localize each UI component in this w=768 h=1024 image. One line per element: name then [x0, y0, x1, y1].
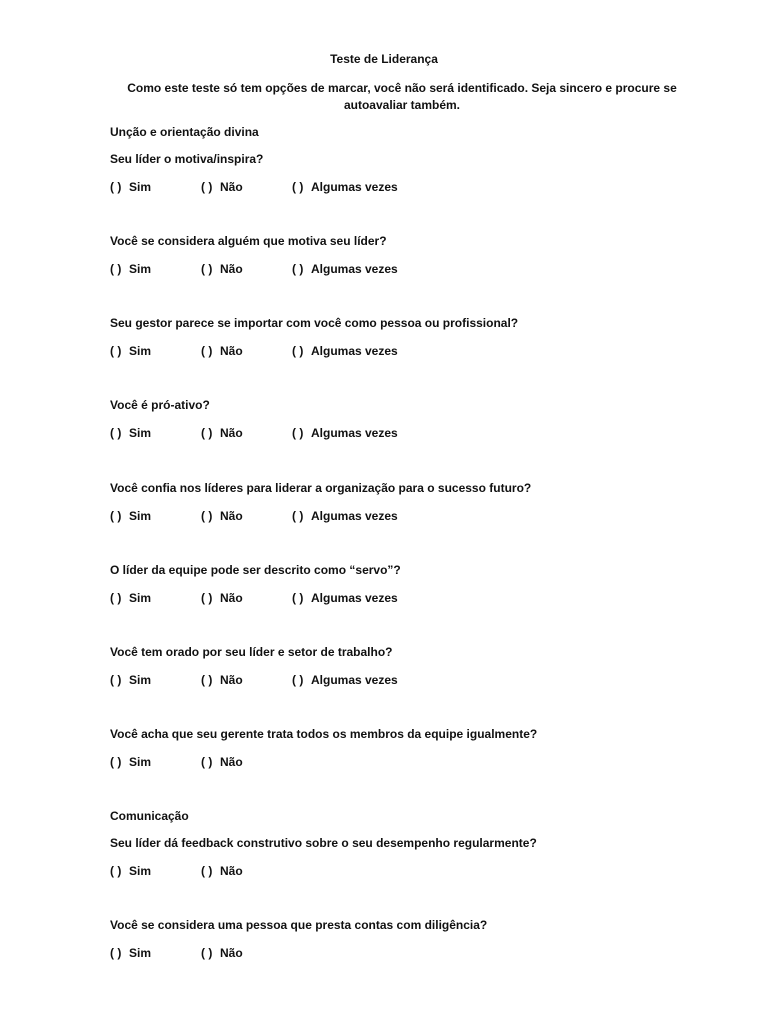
option-sim[interactable] [110, 864, 151, 878]
option-label: Sim [129, 180, 152, 194]
option-label: Sim [129, 262, 152, 276]
checkbox[interactable]: ( ) [110, 180, 122, 194]
checkbox[interactable]: ( ) [110, 591, 122, 605]
checkbox[interactable]: ( ) [110, 262, 122, 276]
option-nao[interactable] [201, 864, 243, 878]
option-nao[interactable] [201, 946, 243, 960]
checkbox[interactable]: ( ) [292, 509, 304, 523]
checkbox[interactable]: ( ) [110, 426, 122, 440]
checkbox[interactable]: ( ) [201, 426, 213, 440]
option-algumas-vezes[interactable] [292, 591, 398, 605]
document-title: Teste de Liderança [330, 52, 438, 66]
option-sim[interactable] [110, 509, 151, 523]
checkbox[interactable]: ( ) [292, 426, 304, 440]
option-label: Não [220, 946, 243, 960]
question-text: Você se considera alguém que motiva seu líder? [110, 234, 387, 248]
option-nao[interactable] [201, 426, 243, 440]
checkbox[interactable]: ( ) [292, 673, 304, 687]
option-label: Não [220, 426, 243, 440]
checkbox[interactable]: ( ) [292, 591, 304, 605]
option-sim[interactable] [110, 673, 151, 687]
checkbox[interactable]: ( ) [110, 344, 122, 358]
question-text: Seu líder dá feedback construtivo sobre o seu desempenho regularmente? [110, 836, 537, 850]
question-text: Você é pró-ativo? [110, 398, 210, 412]
option-label: Sim [129, 755, 152, 769]
option-nao[interactable] [201, 180, 243, 194]
checkbox[interactable]: ( ) [110, 509, 122, 523]
option-sim[interactable] [110, 180, 151, 194]
answer-options [110, 509, 710, 525]
answer-options [110, 262, 710, 278]
checkbox[interactable]: ( ) [201, 344, 213, 358]
section-heading: Unção e orientação divina [110, 125, 259, 139]
option-nao[interactable] [201, 344, 243, 358]
question-text: Você se considera uma pessoa que presta contas com diligência? [110, 918, 488, 932]
option-algumas-vezes[interactable] [292, 344, 398, 358]
checkbox[interactable]: ( ) [201, 755, 213, 769]
answer-options [110, 344, 710, 360]
checkbox[interactable]: ( ) [110, 864, 122, 878]
option-label: Não [220, 180, 243, 194]
checkbox[interactable]: ( ) [201, 591, 213, 605]
option-algumas-vezes[interactable] [292, 673, 398, 687]
option-algumas-vezes[interactable] [292, 426, 398, 440]
option-label: Algumas vezes [311, 180, 398, 194]
question-text: Seu gestor parece se importar com você como pessoa ou profissional? [110, 316, 519, 330]
checkbox[interactable]: ( ) [201, 673, 213, 687]
option-nao[interactable] [201, 262, 243, 276]
option-sim[interactable] [110, 344, 151, 358]
option-label: Algumas vezes [311, 673, 398, 687]
option-label: Não [220, 864, 243, 878]
checkbox[interactable]: ( ) [292, 180, 304, 194]
checkbox[interactable]: ( ) [292, 262, 304, 276]
option-label: Sim [129, 673, 152, 687]
option-sim[interactable] [110, 755, 151, 769]
option-label: Algumas vezes [311, 591, 398, 605]
answer-options [110, 755, 710, 771]
option-algumas-vezes[interactable] [292, 509, 398, 523]
document-intro: Como este teste só tem opções de marcar, você não será identificado. Seja sincero e procure se autoavaliar também. [127, 81, 677, 112]
checkbox[interactable]: ( ) [201, 180, 213, 194]
option-label: Não [220, 509, 243, 523]
option-label: Algumas vezes [311, 344, 398, 358]
option-sim[interactable] [110, 946, 151, 960]
answer-options [110, 591, 710, 607]
option-label: Sim [129, 426, 152, 440]
option-nao[interactable] [201, 509, 243, 523]
option-label: Não [220, 591, 243, 605]
option-algumas-vezes[interactable] [292, 180, 398, 194]
option-label: Algumas vezes [311, 426, 398, 440]
checkbox[interactable]: ( ) [201, 946, 213, 960]
option-nao[interactable] [201, 755, 243, 769]
answer-options [110, 673, 710, 689]
answer-options [110, 180, 710, 196]
question-text: Você confia nos líderes para liderar a organização para o sucesso futuro? [110, 481, 532, 495]
section-heading: Comunicação [110, 809, 189, 823]
checkbox[interactable]: ( ) [110, 946, 122, 960]
checkbox[interactable]: ( ) [201, 262, 213, 276]
option-nao[interactable] [201, 673, 243, 687]
option-label: Sim [129, 946, 152, 960]
option-label: Não [220, 673, 243, 687]
option-sim[interactable] [110, 591, 151, 605]
answer-options [110, 864, 710, 880]
option-sim[interactable] [110, 426, 151, 440]
option-algumas-vezes[interactable] [292, 262, 398, 276]
question-text: Seu líder o motiva/inspira? [110, 152, 264, 166]
checkbox[interactable]: ( ) [110, 755, 122, 769]
option-label: Sim [129, 864, 152, 878]
question-text: Você tem orado por seu líder e setor de trabalho? [110, 645, 393, 659]
answer-options [110, 946, 710, 962]
checkbox[interactable]: ( ) [292, 344, 304, 358]
option-nao[interactable] [201, 591, 243, 605]
question-text: O líder da equipe pode ser descrito como “servo”? [110, 563, 401, 577]
option-label: Não [220, 262, 243, 276]
option-sim[interactable] [110, 262, 151, 276]
option-label: Algumas vezes [311, 262, 398, 276]
option-label: Não [220, 755, 243, 769]
checkbox[interactable]: ( ) [201, 864, 213, 878]
option-label: Sim [129, 344, 152, 358]
option-label: Não [220, 344, 243, 358]
checkbox[interactable]: ( ) [110, 673, 122, 687]
answer-options [110, 426, 710, 442]
option-label: Algumas vezes [311, 509, 398, 523]
checkbox[interactable]: ( ) [201, 509, 213, 523]
question-text: Você acha que seu gerente trata todos os membros da equipe igualmente? [110, 727, 538, 741]
option-label: Sim [129, 591, 152, 605]
option-label: Sim [129, 509, 152, 523]
